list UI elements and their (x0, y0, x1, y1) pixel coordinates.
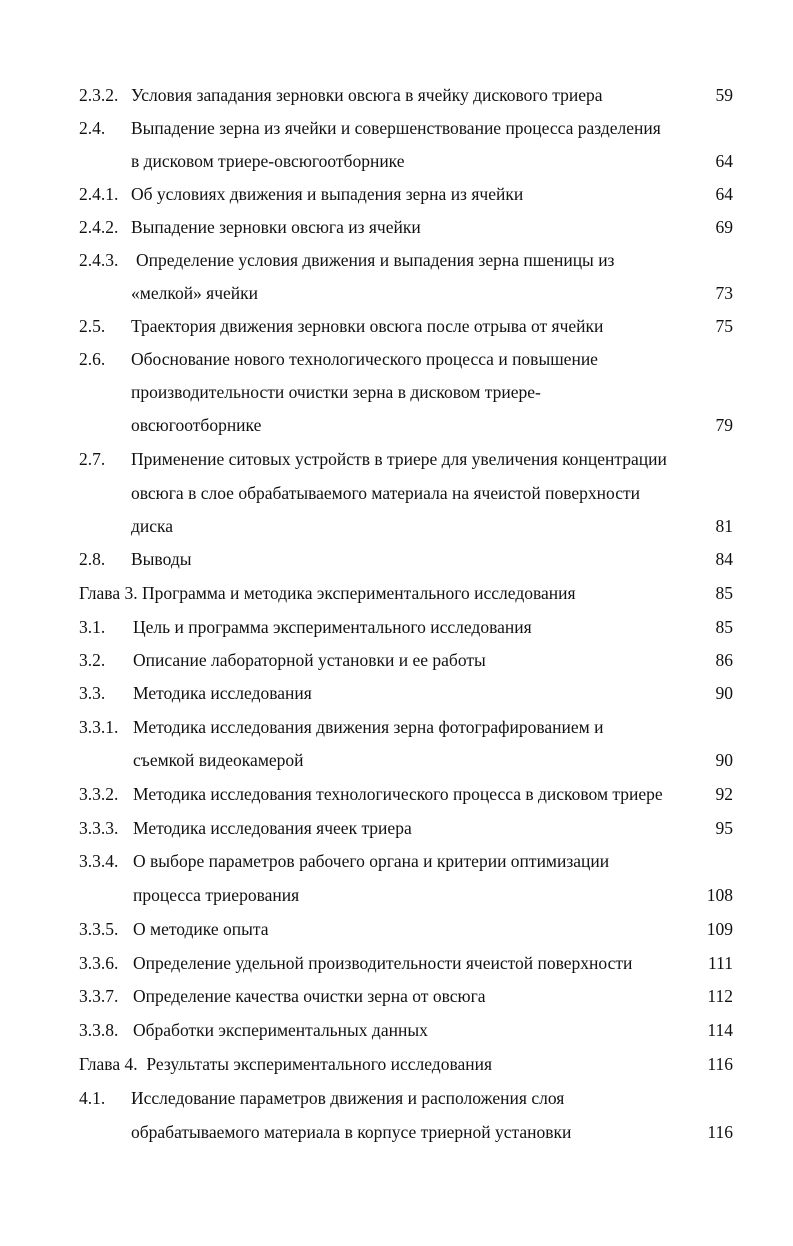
toc-chapter-heading (0, 1049, 793, 1079)
toc-entry-number: 3.3.4. (79, 851, 119, 871)
toc-entry-page: 59 (715, 85, 733, 105)
toc-entry-title: Выпадение зерновки овсюга из ячейки (131, 217, 421, 237)
toc-entry (0, 712, 793, 742)
toc-entry (0, 311, 793, 341)
toc-entry-continuation (0, 1117, 793, 1147)
toc-entry-page: 109 (706, 919, 733, 939)
toc-entry-page: 64 (715, 151, 733, 171)
toc-entry-title: Методика исследования ячеек триера (133, 818, 412, 838)
toc-entry-title: Определение качества очистки зерна от овсюга (133, 986, 486, 1006)
toc-entry (0, 444, 793, 474)
toc-entry-title: процесса триерования (133, 885, 300, 905)
toc-entry (0, 179, 793, 209)
toc-entry-page: 85 (715, 583, 733, 603)
toc-entry-number: 3.3.8. (79, 1020, 119, 1040)
toc-entry-title: Об условиях движения и выпадения зерна из ячейки (131, 184, 524, 204)
toc-entry-number: 4.1. (79, 1088, 106, 1108)
toc-entry-number: 2.7. (79, 449, 106, 469)
toc-entry-title: Выпадение зерна из ячейки и совершенствование процесса разделения (131, 118, 661, 138)
toc-entry-number: 2.4. (79, 118, 106, 138)
toc-entry-number: 2.8. (79, 549, 106, 569)
toc-entry-continuation (0, 478, 793, 508)
toc-entry-continuation (0, 146, 793, 176)
toc-entry-page: 108 (706, 885, 733, 905)
toc-entry (0, 544, 793, 574)
toc-entry-continuation (0, 511, 793, 541)
toc-entry-number: 2.6. (79, 349, 106, 369)
toc-entry (0, 846, 793, 876)
toc-entry (0, 113, 793, 143)
toc-entry (0, 813, 793, 843)
toc-entry-page: 85 (715, 617, 733, 637)
toc-entry-page: 75 (715, 316, 733, 336)
toc-entry-title: Методика исследования движения зерна фотографированием и (133, 717, 604, 737)
toc-entry-title: Определение условия движения и выпадения зерна пшеницы из (136, 250, 615, 270)
toc-entry-number: 3.3.5. (79, 919, 119, 939)
toc-entry-number: 3.3.6. (79, 953, 119, 973)
toc-entry-title: обрабатываемого материала в корпусе триерной установки (131, 1122, 572, 1142)
toc-entry-number: 3.3. (79, 683, 106, 703)
toc-entry (0, 1083, 793, 1113)
toc-entry-number: 2.3.2. (79, 85, 119, 105)
toc-entry-title: Обработки экспериментальных данных (133, 1020, 428, 1040)
toc-entry-page: 90 (715, 683, 733, 703)
toc-entry-number: 3.1. (79, 617, 106, 637)
toc-entry-continuation (0, 377, 793, 407)
toc-entry-page: 92 (715, 784, 733, 804)
toc-entry-page: 84 (715, 549, 733, 569)
toc-entry-continuation (0, 410, 793, 440)
toc-entry (0, 914, 793, 944)
toc-entry-title: Методика исследования (133, 683, 312, 703)
toc-entry-number: 3.2. (79, 650, 106, 670)
toc-entry-page: 116 (707, 1054, 733, 1074)
toc-entry-title: Траектория движения зерновки овсюга после отрыва от ячейки (131, 316, 604, 336)
toc-entry (0, 779, 793, 809)
toc-entry (0, 212, 793, 242)
toc-entry-title: съемкой видеокамерой (133, 750, 304, 770)
toc-entry-title: производительности очистки зерна в дисковом триере- (131, 382, 541, 402)
toc-entry (0, 245, 793, 275)
toc-entry-page: 81 (715, 516, 733, 536)
toc-entry-title: диска (131, 516, 174, 536)
toc-entry-title: в дисковом триере-овсюгоотборнике (131, 151, 405, 171)
toc-entry-page: 111 (708, 953, 733, 973)
toc-entry-page: 90 (715, 750, 733, 770)
toc-entry-page: 69 (715, 217, 733, 237)
toc-entry (0, 645, 793, 675)
toc-entry-title: Условия западания зерновки овсюга в ячейку дискового триера (131, 85, 603, 105)
toc-entry-page: 112 (707, 986, 733, 1006)
chapter-title: Глава 3. Программа и методика экспериментального исследования (79, 583, 576, 603)
toc-entry-title: Определение удельной производительности ячеистой поверхности (133, 953, 633, 973)
toc-entry-number: 2.4.1. (79, 184, 119, 204)
toc-entry-page: 73 (715, 283, 733, 303)
toc-entry (0, 612, 793, 642)
toc-entry-title: Исследование параметров движения и расположения слоя (131, 1088, 565, 1108)
toc-entry-title: овсюга в слое обрабатываемого материала на ячеистой поверхности (131, 483, 641, 503)
toc-entry (0, 80, 793, 110)
chapter-title: Глава 4. Результаты экспериментального исследования (79, 1054, 493, 1074)
toc-entry-title: «мелкой» ячейки (131, 283, 259, 303)
toc-entry-page: 95 (715, 818, 733, 838)
toc-entry-title: Методика исследования технологического процесса в дисковом триере (133, 784, 663, 804)
toc-entry-title: Применение ситовых устройств в триере для увеличения концентрации (131, 449, 667, 469)
toc-entry-page: 86 (715, 650, 733, 670)
toc-entry-number: 3.3.1. (79, 717, 119, 737)
toc-entry-page: 79 (715, 415, 733, 435)
toc-entry (0, 678, 793, 708)
toc-entry (0, 981, 793, 1011)
toc-entry-title: Описание лабораторной установки и ее работы (133, 650, 486, 670)
toc-entry-continuation (0, 745, 793, 775)
toc-entry-title: Обоснование нового технологического процесса и повышение (131, 349, 598, 369)
toc-entry-number: 2.4.3. (79, 250, 119, 270)
toc-entry (0, 1015, 793, 1045)
toc-entry-number: 3.3.7. (79, 986, 119, 1006)
toc-entry-number: 3.3.2. (79, 784, 119, 804)
toc-entry-page: 114 (707, 1020, 733, 1040)
toc-entry-title: О методике опыта (133, 919, 269, 939)
toc-entry (0, 344, 793, 374)
toc-entry-title: Выводы (131, 549, 192, 569)
toc-entry-number: 2.4.2. (79, 217, 119, 237)
toc-chapter-heading (0, 578, 793, 608)
toc-entry-title: О выборе параметров рабочего органа и критерии оптимизации (133, 851, 610, 871)
toc-entry-page: 116 (707, 1122, 733, 1142)
toc-entry-number: 3.3.3. (79, 818, 119, 838)
toc-entry-title: овсюгоотборнике (131, 415, 262, 435)
toc-entry-page: 64 (715, 184, 733, 204)
toc-entry (0, 948, 793, 978)
toc-entry-continuation (0, 880, 793, 910)
toc-entry-number: 2.5. (79, 316, 106, 336)
toc-entry-title: Цель и программа экспериментального исследования (133, 617, 532, 637)
toc-entry-continuation (0, 278, 793, 308)
